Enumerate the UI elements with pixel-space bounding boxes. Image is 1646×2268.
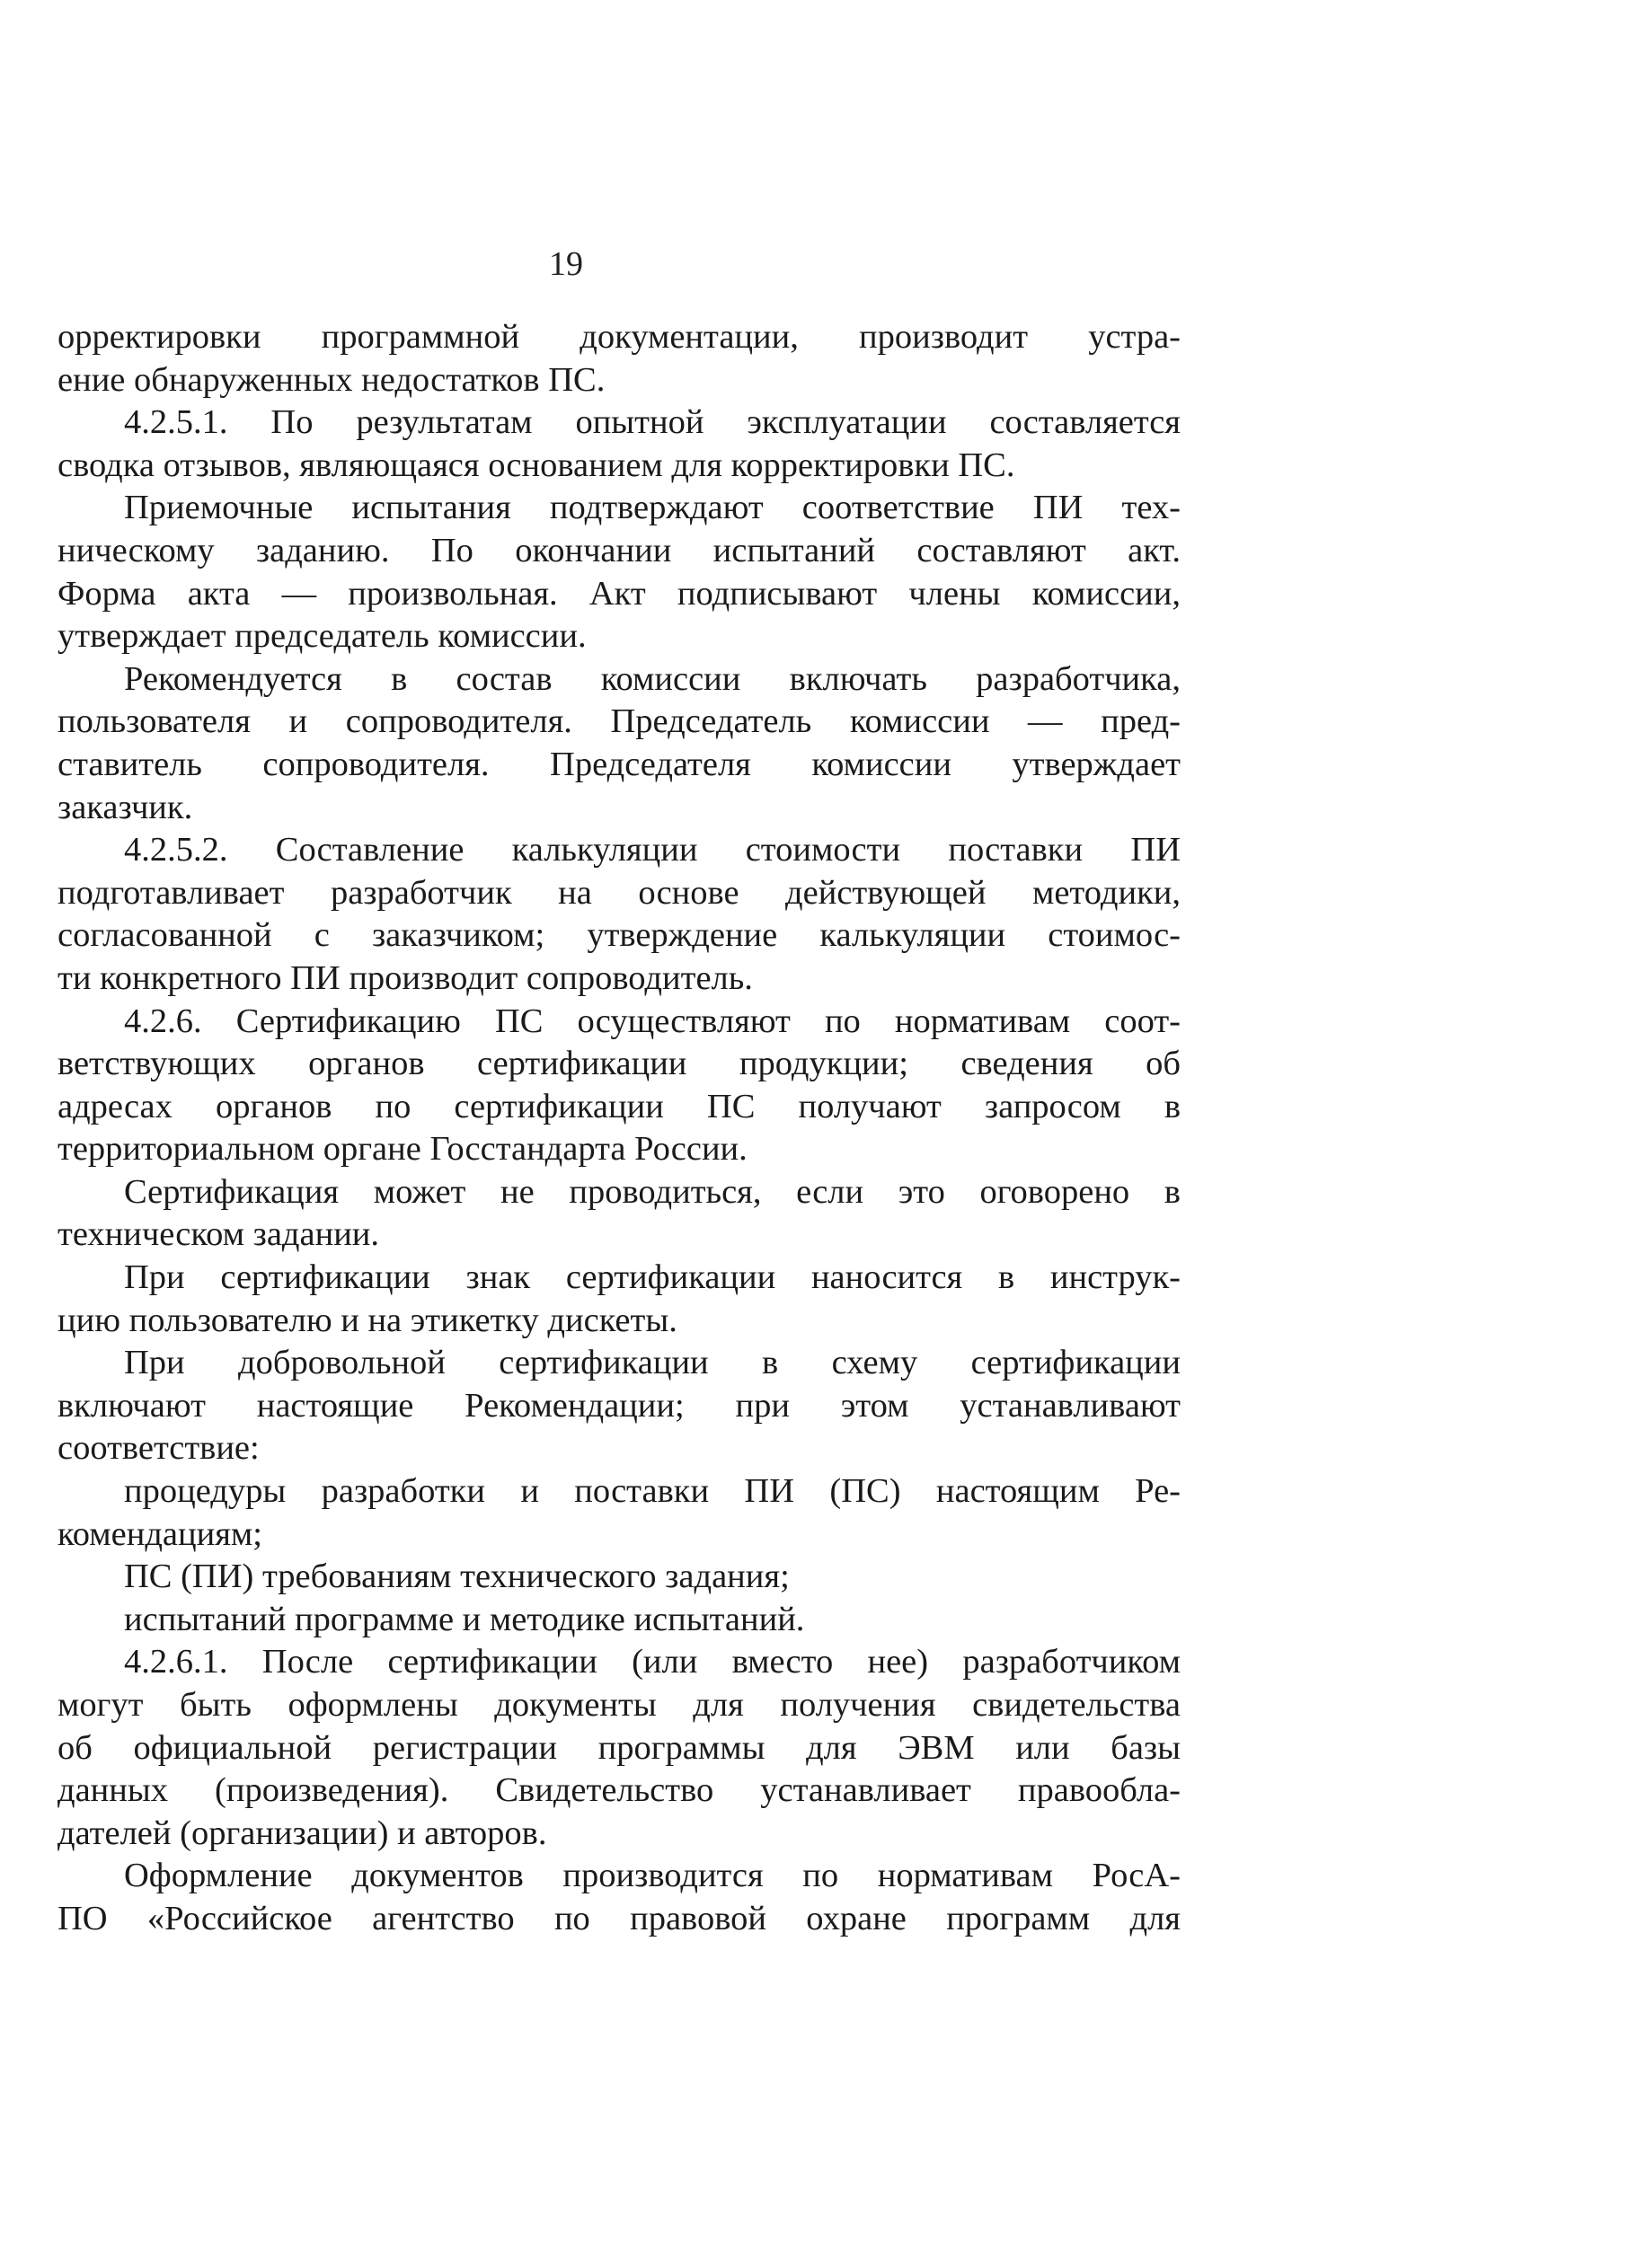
text-line: адресах органов по сертификации ПС получают запросом в: [58, 1087, 1181, 1125]
text-line: 4.2.6. Сертификацию ПС осуществляют по нормативам соот-: [124, 1002, 1181, 1040]
text-line: подготавливает разработчик на основе действующей методики,: [58, 873, 1181, 912]
text-line: 4.2.5.2. Составление калькуляции стоимости поставки ПИ: [124, 831, 1181, 869]
body-text: [58, 316, 1181, 1941]
paragraph: [58, 1001, 1181, 1171]
text-line: Сертификация может не проводиться, если это оговорено в: [124, 1172, 1181, 1211]
text-line: ПС (ПИ) требованиям технического задания;: [124, 1558, 790, 1596]
text-line: испытаний программе и методике испытаний.: [124, 1600, 805, 1638]
text-line: Форма акта — произвольная. Акт подписывают члены комиссии,: [58, 574, 1181, 613]
text-line: 4.2.5.1. По результатам опытной эксплуатации составляется: [124, 403, 1181, 442]
text-line: 4.2.6.1. После сертификации (или вместо нее) разработчиком: [124, 1643, 1181, 1681]
text-line: ветствующих органов сертификации продукции; сведения об: [58, 1045, 1181, 1083]
paragraph: [58, 1171, 1181, 1257]
text-line: процедуры разработки и поставки ПИ (ПС) настоящим Ре-: [124, 1472, 1181, 1511]
text-line: орректировки программной документации, производит устра-: [58, 318, 1181, 356]
text-line: ПО «Российское агентство по правовой охране программ для: [58, 1899, 1181, 1937]
page-number: 19: [549, 245, 583, 283]
text-line: пользователя и сопроводителя. Председатель комиссии — пред-: [58, 702, 1181, 741]
text-line: При добровольной сертификации в схему сертификации: [124, 1344, 1181, 1382]
text-line: включают настоящие Рекомендации; при этом устанавливают: [58, 1386, 1181, 1425]
text-line: ническому заданию. По окончании испытаний составляют акт.: [58, 531, 1181, 569]
text-line: ти конкретного ПИ производит сопроводитель.: [58, 958, 753, 997]
text-line: техническом задании.: [58, 1215, 380, 1254]
text-line: утверждает председатель комиссии.: [58, 617, 587, 656]
text-line: Рекомендуется в состав комиссии включать разработчика,: [124, 659, 1181, 698]
paragraph: [58, 316, 1181, 402]
text-line: При сертификации знак сертификации наносится в инструк-: [124, 1258, 1181, 1297]
paragraph: [58, 402, 1181, 487]
paragraph: [58, 829, 1181, 1000]
text-line: комендациям;: [58, 1514, 262, 1553]
text-line: территориальном органе Госстандарта России.: [58, 1130, 748, 1169]
text-line: об официальной регистрации программы для ЭВМ или базы: [58, 1728, 1181, 1767]
text-line: могут быть оформлены документы для получения свидетельства: [58, 1686, 1181, 1724]
text-line: дателей (организации) и авторов.: [58, 1814, 547, 1852]
paragraph: [58, 487, 1181, 657]
paragraph: [58, 1599, 1181, 1642]
text-line: согласованной с заказчиком; утверждение калькуляции стоимос-: [58, 916, 1181, 955]
paragraph: [58, 1342, 1181, 1470]
text-line: ставитель сопроводителя. Председателя комиссии утверждает: [58, 745, 1181, 783]
paragraph: [58, 1257, 1181, 1342]
text-line: соответствие:: [58, 1429, 260, 1468]
text-line: Приемочные испытания подтверждают соответствие ПИ тех-: [124, 489, 1181, 527]
text-line: ение обнаруженных недостатков ПС.: [58, 360, 606, 399]
paragraph: [58, 1855, 1181, 1940]
text-line: сводка отзывов, являющаяся основанием для корректировки ПС.: [58, 446, 1015, 484]
text-line: заказчик.: [58, 788, 193, 826]
paragraph: [58, 658, 1181, 829]
paragraph: [58, 1556, 1181, 1599]
paragraph: [58, 1470, 1181, 1556]
text-line: Оформление документов производится по нормативам РосА-: [124, 1857, 1181, 1895]
paragraph: [58, 1641, 1181, 1855]
text-line: цию пользователю и на этикетку дискеты.: [58, 1301, 677, 1339]
text-line: данных (произведения). Свидетельство устанавливает правообла-: [58, 1771, 1181, 1810]
